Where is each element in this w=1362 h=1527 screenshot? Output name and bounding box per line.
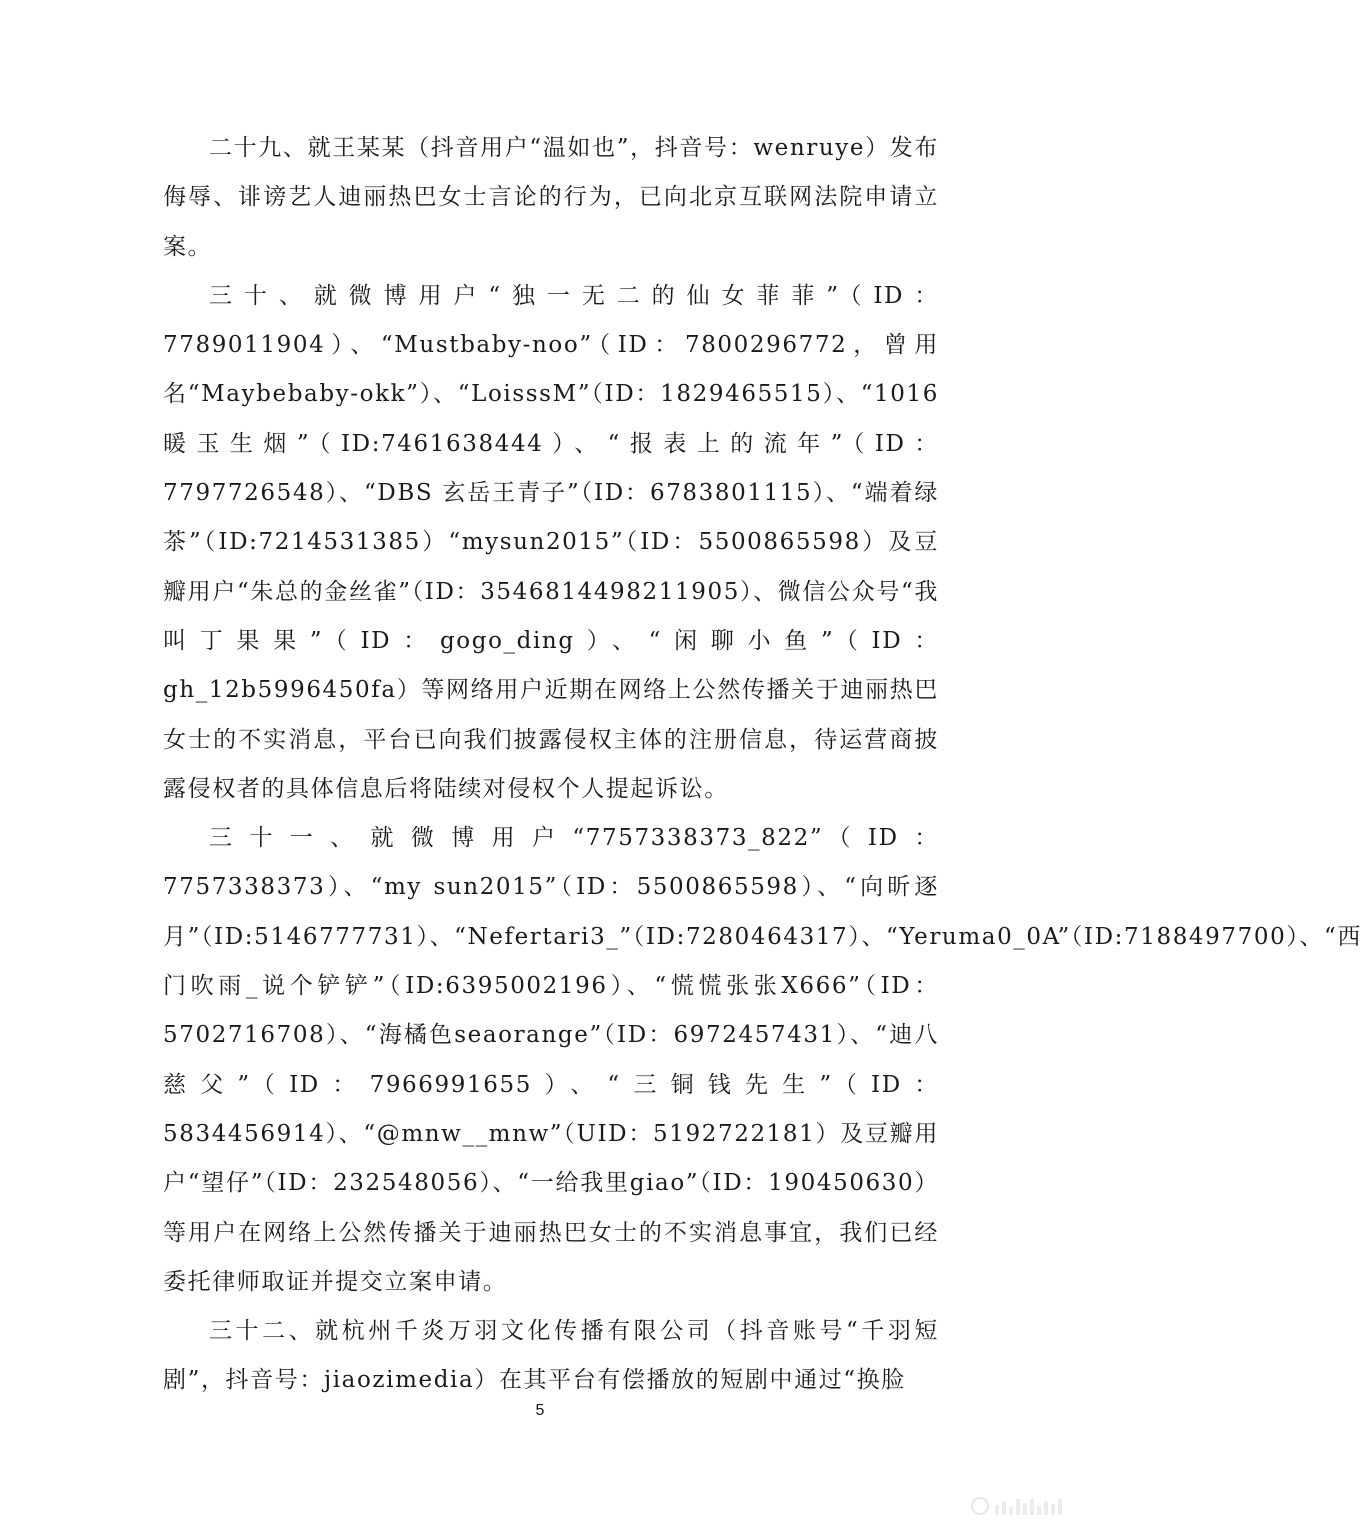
document-body bbox=[163, 124, 1362, 1406]
watermark bbox=[971, 1497, 1062, 1515]
paragraph-29: 二十九、就王某某（抖音用户“温如也”，抖音号：wenruye）发布侮辱、诽谤艺人迪丽热巴女士言论的行为，已向北京互联网法院申请立案。 bbox=[163, 135, 939, 260]
paragraph-31: 三十一、就微博用户“7757338373_822”（ID：7757338373）、“my sun2015”（ID：5500865598）、“向昕逐月”（ID:5146777731）、“Nefertari3_”（ID:7280464317）、“Yeruma0_0A”（ID:7188497700）、“西门吹雨_说个铲铲”（ID:6395002196）、“慌慌张张X666”（ID：5702716708）、“海橘色seaorange”（ID：6972457431）、“迪八慈父”（ID：7966991655）、“三铜钱先生”（ID：5834456914）、“@mnw__mnw”（UID：5192722181）及豆瓣用户“望仔”（ID：232548056）、“一给我里giao”（ID：190450630）等用户在网络上公然传播关于迪丽热巴女士的不实消息事宜，我们已经委托律师取证并提交立案申请。 bbox=[163, 825, 1362, 1295]
watermark-bars bbox=[995, 1499, 1062, 1515]
weibo-watermark-icon bbox=[971, 1497, 989, 1515]
paragraph-30: 三十、就微博用户“独一无二的仙女菲菲”（ID：7789011904）、“Mustbaby-noo”（ID：7800296772，曾用名“Maybebaby-okk”）、“LoisssM”（ID：1829465515）、“1016 暖玉生烟”（ID:7461638444）、“报表上的流年”（ID：7797726548）、“DBS 玄岳王青子”（ID：6783801115）、“端着绿茶”（ID:7214531385）“mysun2015”（ID：5500865598）及豆瓣用户“朱总的金丝雀”（ID：3546814498211905）、微信公众号“我叫丁果果”（ID：gogo_ding）、“闲聊小鱼”（ID：gh_12b5996450fa）等网络用户近期在网络上公然传播关于迪丽热巴女士的不实消息，平台已向我们披露侵权主体的注册信息，待运营商披露侵权者的具体信息后将陆续对侵权个人提起诉讼。 bbox=[163, 282, 939, 802]
paragraph-32: 三十二、就杭州千炎万羽文化传播有限公司（抖音账号“千羽短剧”，抖音号：jiaozimedia）在其平台有偿播放的短剧中通过“换脸 bbox=[163, 1318, 939, 1394]
page-number: 5 bbox=[535, 1402, 545, 1419]
